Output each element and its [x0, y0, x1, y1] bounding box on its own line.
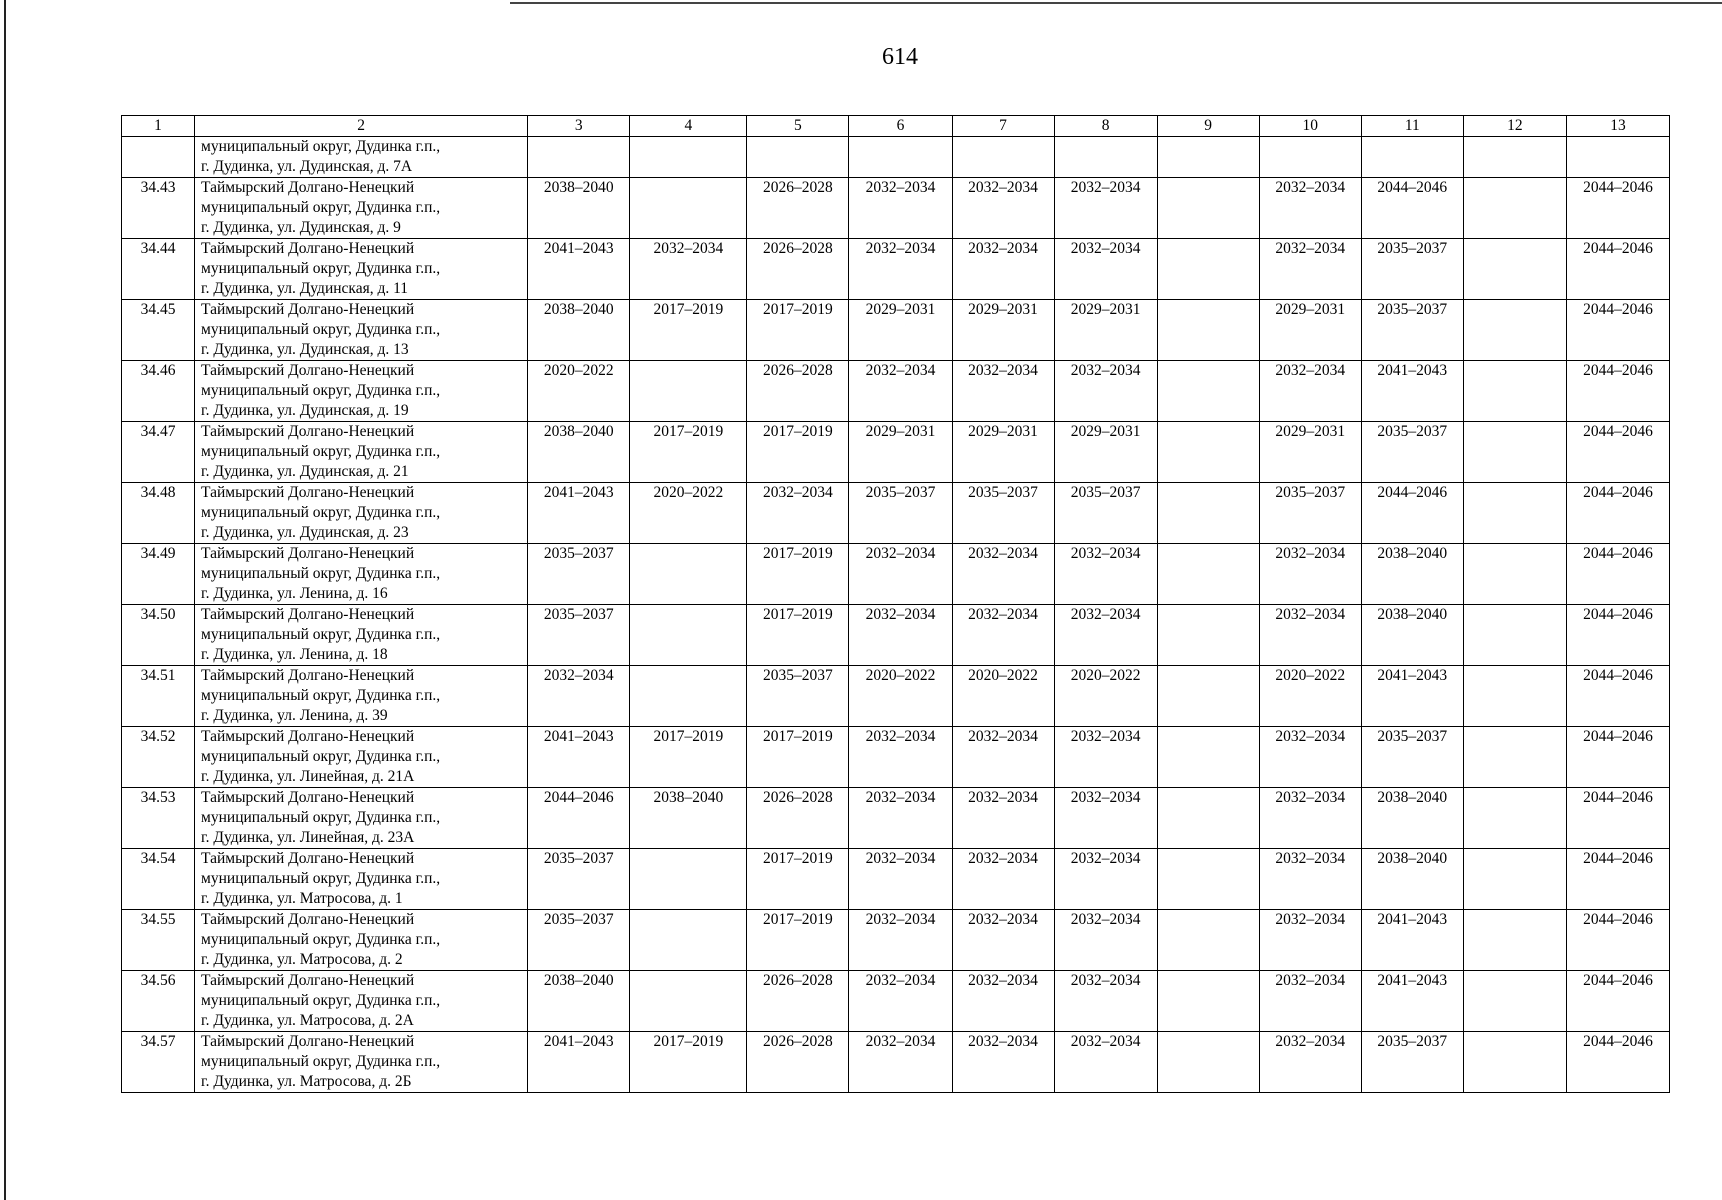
scan-edge-top — [510, 2, 1722, 4]
period-cell-col-6: 2032–2034 — [849, 849, 952, 910]
table-row — [122, 422, 1670, 483]
column-header-6: 6 — [849, 116, 952, 137]
address-line: муниципальный округ, Дудинка г.п., — [201, 565, 441, 582]
period-cell-col-8: 2020–2022 — [1054, 666, 1157, 727]
period-cell-col-13: 2044–2046 — [1566, 300, 1669, 361]
period-cell-col-7: 2032–2034 — [952, 727, 1054, 788]
period-cell-col-8: 2032–2034 — [1054, 544, 1157, 605]
address-line: муниципальный округ, Дудинка г.п., — [201, 199, 441, 216]
period-cell-col-9 — [1157, 971, 1259, 1032]
address-line: г. Дудинка, ул. Матросова, д. 1 — [201, 890, 403, 907]
period-cell-col-3: 2035–2037 — [528, 849, 630, 910]
continuation-row — [122, 137, 1670, 178]
page-number: 614 — [882, 44, 918, 70]
table-body — [122, 137, 1670, 1093]
table-row — [122, 849, 1670, 910]
period-cell-col-3: 2035–2037 — [528, 910, 630, 971]
period-cell-col-4: 2017–2019 — [630, 300, 747, 361]
period-cell-col-8: 2029–2031 — [1054, 300, 1157, 361]
period-cell-col-11: 2038–2040 — [1361, 544, 1463, 605]
period-cell-col-6: 2032–2034 — [849, 361, 952, 422]
address-line: г. Дудинка, ул. Дудинская, д. 7А — [201, 158, 413, 175]
period-cell-col-13: 2044–2046 — [1566, 483, 1669, 544]
period-cell-col-4: 2020–2022 — [630, 483, 747, 544]
address-line: г. Дудинка, ул. Дудинская, д. 23 — [201, 524, 409, 541]
period-cell-col-5: 2017–2019 — [747, 910, 849, 971]
period-cell-col-12 — [1463, 300, 1566, 361]
address-line: муниципальный округ, Дудинка г.п., — [201, 626, 441, 643]
period-cell-col-10: 2020–2022 — [1259, 666, 1361, 727]
address-line: муниципальный округ, Дудинка г.п., — [201, 1053, 441, 1070]
period-cell-col-11: 2038–2040 — [1361, 849, 1463, 910]
table-row — [122, 483, 1670, 544]
period-cell-col-12 — [1463, 910, 1566, 971]
period-cell-col-11: 2035–2037 — [1361, 727, 1463, 788]
period-cell-col-12 — [1463, 605, 1566, 666]
period-cell-col-4: 2038–2040 — [630, 788, 747, 849]
period-cell-col-8: 2032–2034 — [1054, 727, 1157, 788]
period-cell-col-3: 2041–2043 — [528, 1032, 630, 1093]
address-line: Таймырский Долгано-Ненецкий — [201, 484, 415, 501]
period-cell-col-12 — [1463, 361, 1566, 422]
column-header-7: 7 — [952, 116, 1054, 137]
period-cell-col-9 — [1157, 544, 1259, 605]
period-cell-col-9 — [1157, 178, 1259, 239]
address-line: Таймырский Долгано-Ненецкий — [201, 362, 415, 379]
period-cell-col-6: 2032–2034 — [849, 605, 952, 666]
period-cell-col-3: 2041–2043 — [528, 727, 630, 788]
row-number-cell: 34.56 — [122, 971, 195, 1032]
period-cell-col-12 — [1463, 422, 1566, 483]
period-cell-col-11: 2041–2043 — [1361, 910, 1463, 971]
period-cell-col-3: 2044–2046 — [528, 788, 630, 849]
period-cell-col-3: 2038–2040 — [528, 971, 630, 1032]
period-cell-col-7: 2032–2034 — [952, 361, 1054, 422]
period-cell-col-7: 2032–2034 — [952, 605, 1054, 666]
continuation-num-cell — [122, 137, 195, 178]
empty-cell — [630, 137, 747, 178]
address-line: г. Дудинка, ул. Матросова, д. 2 — [201, 951, 403, 968]
address-line: г. Дудинка, ул. Дудинская, д. 11 — [201, 280, 409, 297]
period-cell-col-5: 2035–2037 — [747, 666, 849, 727]
period-cell-col-7: 2032–2034 — [952, 971, 1054, 1032]
period-cell-col-6: 2035–2037 — [849, 483, 952, 544]
address-line: муниципальный округ, Дудинка г.п., — [201, 992, 441, 1009]
period-cell-col-8: 2032–2034 — [1054, 361, 1157, 422]
period-cell-col-6: 2032–2034 — [849, 544, 952, 605]
period-cell-col-7: 2032–2034 — [952, 1032, 1054, 1093]
period-cell-col-11: 2041–2043 — [1361, 666, 1463, 727]
period-cell-col-5: 2026–2028 — [747, 788, 849, 849]
period-cell-col-5: 2017–2019 — [747, 605, 849, 666]
period-cell-col-4 — [630, 666, 747, 727]
period-cell-col-13: 2044–2046 — [1566, 727, 1669, 788]
period-cell-col-6: 2032–2034 — [849, 910, 952, 971]
address-cell — [195, 483, 528, 544]
row-number-cell: 34.54 — [122, 849, 195, 910]
period-cell-col-10: 2032–2034 — [1259, 544, 1361, 605]
column-header-2: 2 — [195, 116, 528, 137]
period-cell-col-3: 2038–2040 — [528, 178, 630, 239]
address-cell — [195, 422, 528, 483]
period-cell-col-8: 2032–2034 — [1054, 605, 1157, 666]
table-row — [122, 727, 1670, 788]
period-cell-col-3: 2032–2034 — [528, 666, 630, 727]
empty-cell — [1157, 137, 1259, 178]
period-cell-col-9 — [1157, 727, 1259, 788]
address-cell — [195, 1032, 528, 1093]
address-cell — [195, 178, 528, 239]
period-cell-col-10: 2035–2037 — [1259, 483, 1361, 544]
period-cell-col-8: 2032–2034 — [1054, 910, 1157, 971]
address-line: Таймырский Долгано-Ненецкий — [201, 301, 415, 318]
period-cell-col-5: 2017–2019 — [747, 300, 849, 361]
address-line: г. Дудинка, ул. Ленина, д. 16 — [201, 585, 388, 602]
period-cell-col-10: 2032–2034 — [1259, 788, 1361, 849]
address-line: Таймырский Долгано-Ненецкий — [201, 911, 415, 928]
period-cell-col-10: 2032–2034 — [1259, 605, 1361, 666]
column-header-11: 11 — [1361, 116, 1463, 137]
address-line: г. Дудинка, ул. Ленина, д. 39 — [201, 707, 388, 724]
period-cell-col-11: 2041–2043 — [1361, 971, 1463, 1032]
period-cell-col-13: 2044–2046 — [1566, 666, 1669, 727]
address-line: Таймырский Долгано-Ненецкий — [201, 667, 415, 684]
table-header — [122, 116, 1670, 137]
period-cell-col-3: 2038–2040 — [528, 422, 630, 483]
row-number-cell: 34.43 — [122, 178, 195, 239]
period-cell-col-12 — [1463, 178, 1566, 239]
period-cell-col-12 — [1463, 544, 1566, 605]
period-cell-col-12 — [1463, 666, 1566, 727]
period-cell-col-10: 2032–2034 — [1259, 971, 1361, 1032]
period-cell-col-7: 2032–2034 — [952, 178, 1054, 239]
period-cell-col-4 — [630, 910, 747, 971]
address-line: г. Дудинка, ул. Дудинская, д. 21 — [201, 463, 409, 480]
column-header-5: 5 — [747, 116, 849, 137]
address-line: Таймырский Долгано-Ненецкий — [201, 789, 415, 806]
table-row — [122, 544, 1670, 605]
period-cell-col-9 — [1157, 605, 1259, 666]
address-line: г. Дудинка, ул. Ленина, д. 18 — [201, 646, 388, 663]
period-cell-col-10: 2032–2034 — [1259, 361, 1361, 422]
address-line: г. Дудинка, ул. Дудинская, д. 13 — [201, 341, 409, 358]
row-number-cell: 34.45 — [122, 300, 195, 361]
address-line: муниципальный округ, Дудинка г.п., — [201, 748, 441, 765]
period-cell-col-3: 2041–2043 — [528, 483, 630, 544]
table-row — [122, 788, 1670, 849]
period-cell-col-12 — [1463, 727, 1566, 788]
address-line: Таймырский Долгано-Ненецкий — [201, 728, 415, 745]
column-header-13: 13 — [1566, 116, 1669, 137]
column-header-1: 1 — [122, 116, 195, 137]
address-cell — [195, 666, 528, 727]
period-cell-col-10: 2029–2031 — [1259, 422, 1361, 483]
table-row — [122, 910, 1670, 971]
row-number-cell: 34.55 — [122, 910, 195, 971]
period-cell-col-5: 2017–2019 — [747, 422, 849, 483]
address-line: муниципальный округ, Дудинка г.п., — [201, 504, 441, 521]
period-cell-col-7: 2035–2037 — [952, 483, 1054, 544]
address-line: муниципальный округ, Дудинка г.п., — [201, 321, 441, 338]
period-cell-col-9 — [1157, 788, 1259, 849]
address-line: г. Дудинка, ул. Линейная, д. 23А — [201, 829, 415, 846]
address-cell — [195, 727, 528, 788]
period-cell-col-13: 2044–2046 — [1566, 788, 1669, 849]
period-cell-col-13: 2044–2046 — [1566, 422, 1669, 483]
table-row — [122, 1032, 1670, 1093]
period-cell-col-4 — [630, 849, 747, 910]
period-cell-col-10: 2032–2034 — [1259, 1032, 1361, 1093]
column-header-10: 10 — [1259, 116, 1361, 137]
period-cell-col-3: 2020–2022 — [528, 361, 630, 422]
address-cell — [195, 300, 528, 361]
period-cell-col-8: 2032–2034 — [1054, 239, 1157, 300]
period-cell-col-4: 2032–2034 — [630, 239, 747, 300]
period-cell-col-12 — [1463, 971, 1566, 1032]
period-cell-col-12 — [1463, 788, 1566, 849]
period-cell-col-6: 2029–2031 — [849, 300, 952, 361]
address-line: Таймырский Долгано-Ненецкий — [201, 850, 415, 867]
period-cell-col-7: 2029–2031 — [952, 422, 1054, 483]
period-cell-col-6: 2020–2022 — [849, 666, 952, 727]
period-cell-col-3: 2038–2040 — [528, 300, 630, 361]
period-cell-col-5: 2026–2028 — [747, 178, 849, 239]
period-cell-col-3: 2035–2037 — [528, 544, 630, 605]
period-cell-col-8: 2032–2034 — [1054, 1032, 1157, 1093]
period-cell-col-12 — [1463, 1032, 1566, 1093]
period-cell-col-13: 2044–2046 — [1566, 849, 1669, 910]
address-line: муниципальный округ, Дудинка г.п., — [201, 443, 441, 460]
row-number-cell: 34.53 — [122, 788, 195, 849]
period-cell-col-4: 2017–2019 — [630, 1032, 747, 1093]
period-cell-col-8: 2029–2031 — [1054, 422, 1157, 483]
empty-cell — [1259, 137, 1361, 178]
address-line: муниципальный округ, Дудинка г.п., — [201, 870, 441, 887]
row-number-cell: 34.44 — [122, 239, 195, 300]
period-cell-col-3: 2041–2043 — [528, 239, 630, 300]
period-cell-col-6: 2032–2034 — [849, 971, 952, 1032]
period-cell-col-11: 2035–2037 — [1361, 300, 1463, 361]
table-row — [122, 300, 1670, 361]
period-cell-col-6: 2032–2034 — [849, 239, 952, 300]
period-cell-col-7: 2032–2034 — [952, 910, 1054, 971]
period-cell-col-5: 2017–2019 — [747, 727, 849, 788]
period-cell-col-7: 2029–2031 — [952, 300, 1054, 361]
table-row — [122, 666, 1670, 727]
address-line: муниципальный округ, Дудинка г.п., — [201, 382, 441, 399]
row-number-cell: 34.49 — [122, 544, 195, 605]
address-cell — [195, 544, 528, 605]
period-cell-col-12 — [1463, 483, 1566, 544]
period-cell-col-5: 2026–2028 — [747, 1032, 849, 1093]
address-line: Таймырский Долгано-Ненецкий — [201, 606, 415, 623]
period-cell-col-13: 2044–2046 — [1566, 1032, 1669, 1093]
address-cell — [195, 910, 528, 971]
period-cell-col-9 — [1157, 239, 1259, 300]
period-cell-col-8: 2032–2034 — [1054, 971, 1157, 1032]
period-cell-col-11: 2044–2046 — [1361, 483, 1463, 544]
period-cell-col-5: 2026–2028 — [747, 361, 849, 422]
period-cell-col-4 — [630, 361, 747, 422]
address-line: Таймырский Долгано-Ненецкий — [201, 240, 415, 257]
empty-cell — [528, 137, 630, 178]
empty-cell — [849, 137, 952, 178]
empty-cell — [1361, 137, 1463, 178]
period-cell-col-8: 2032–2034 — [1054, 849, 1157, 910]
period-cell-col-7: 2032–2034 — [952, 849, 1054, 910]
row-number-cell: 34.51 — [122, 666, 195, 727]
period-cell-col-8: 2035–2037 — [1054, 483, 1157, 544]
period-cell-col-9 — [1157, 910, 1259, 971]
address-line: Таймырский Долгано-Ненецкий — [201, 545, 415, 562]
period-cell-col-4 — [630, 605, 747, 666]
period-cell-col-5: 2026–2028 — [747, 971, 849, 1032]
address-cell — [195, 239, 528, 300]
address-cell — [195, 361, 528, 422]
period-cell-col-10: 2032–2034 — [1259, 849, 1361, 910]
period-cell-col-13: 2044–2046 — [1566, 910, 1669, 971]
address-line: Таймырский Долгано-Ненецкий — [201, 1033, 415, 1050]
empty-cell — [1054, 137, 1157, 178]
header-row — [122, 116, 1670, 137]
period-cell-col-11: 2041–2043 — [1361, 361, 1463, 422]
column-header-12: 12 — [1463, 116, 1566, 137]
period-cell-col-6: 2032–2034 — [849, 1032, 952, 1093]
period-cell-col-6: 2032–2034 — [849, 727, 952, 788]
table-row — [122, 361, 1670, 422]
period-cell-col-4: 2017–2019 — [630, 727, 747, 788]
empty-cell — [952, 137, 1054, 178]
row-number-cell: 34.57 — [122, 1032, 195, 1093]
period-cell-col-13: 2044–2046 — [1566, 605, 1669, 666]
table-row — [122, 971, 1670, 1032]
continuation-address-cell — [195, 137, 528, 178]
address-line: муниципальный округ, Дудинка г.п., — [201, 260, 441, 277]
column-header-9: 9 — [1157, 116, 1259, 137]
address-cell — [195, 971, 528, 1032]
scan-edge-left — [4, 0, 6, 1200]
row-number-cell: 34.46 — [122, 361, 195, 422]
period-cell-col-7: 2032–2034 — [952, 239, 1054, 300]
period-cell-col-13: 2044–2046 — [1566, 544, 1669, 605]
address-line: г. Дудинка, ул. Матросова, д. 2Б — [201, 1073, 412, 1090]
period-cell-col-10: 2029–2031 — [1259, 300, 1361, 361]
period-cell-col-9 — [1157, 1032, 1259, 1093]
period-cell-col-4 — [630, 178, 747, 239]
schedule-table — [121, 115, 1670, 1093]
period-cell-col-10: 2032–2034 — [1259, 910, 1361, 971]
period-cell-col-9 — [1157, 483, 1259, 544]
address-line: Таймырский Долгано-Ненецкий — [201, 423, 415, 440]
period-cell-col-9 — [1157, 849, 1259, 910]
period-cell-col-5: 2017–2019 — [747, 849, 849, 910]
row-number-cell: 34.52 — [122, 727, 195, 788]
address-cell — [195, 849, 528, 910]
address-cell — [195, 788, 528, 849]
period-cell-col-7: 2032–2034 — [952, 788, 1054, 849]
period-cell-col-8: 2032–2034 — [1054, 788, 1157, 849]
address-line: муниципальный округ, Дудинка г.п., — [201, 809, 441, 826]
period-cell-col-11: 2038–2040 — [1361, 788, 1463, 849]
period-cell-col-12 — [1463, 239, 1566, 300]
address-line: муниципальный округ, Дудинка г.п., — [201, 138, 441, 155]
period-cell-col-6: 2029–2031 — [849, 422, 952, 483]
table-row — [122, 605, 1670, 666]
period-cell-col-11: 2044–2046 — [1361, 178, 1463, 239]
period-cell-col-4 — [630, 544, 747, 605]
period-cell-col-8: 2032–2034 — [1054, 178, 1157, 239]
row-number-cell: 34.50 — [122, 605, 195, 666]
period-cell-col-11: 2035–2037 — [1361, 239, 1463, 300]
period-cell-col-10: 2032–2034 — [1259, 178, 1361, 239]
column-header-4: 4 — [630, 116, 747, 137]
table-row — [122, 239, 1670, 300]
address-line: Таймырский Долгано-Ненецкий — [201, 972, 415, 989]
period-cell-col-7: 2032–2034 — [952, 544, 1054, 605]
period-cell-col-4 — [630, 971, 747, 1032]
table-row — [122, 178, 1670, 239]
period-cell-col-11: 2035–2037 — [1361, 1032, 1463, 1093]
empty-cell — [1463, 137, 1566, 178]
column-header-8: 8 — [1054, 116, 1157, 137]
period-cell-col-13: 2044–2046 — [1566, 971, 1669, 1032]
period-cell-col-12 — [1463, 849, 1566, 910]
period-cell-col-9 — [1157, 422, 1259, 483]
address-line: муниципальный округ, Дудинка г.п., — [201, 931, 441, 948]
address-line: муниципальный округ, Дудинка г.п., — [201, 687, 441, 704]
period-cell-col-6: 2032–2034 — [849, 788, 952, 849]
address-cell — [195, 605, 528, 666]
empty-cell — [1566, 137, 1669, 178]
address-line: г. Дудинка, ул. Линейная, д. 21А — [201, 768, 415, 785]
period-cell-col-4: 2017–2019 — [630, 422, 747, 483]
address-line: г. Дудинка, ул. Дудинская, д. 9 — [201, 219, 401, 236]
address-line: г. Дудинка, ул. Дудинская, д. 19 — [201, 402, 409, 419]
period-cell-col-9 — [1157, 666, 1259, 727]
row-number-cell: 34.48 — [122, 483, 195, 544]
address-line: Таймырский Долгано-Ненецкий — [201, 179, 415, 196]
period-cell-col-10: 2032–2034 — [1259, 239, 1361, 300]
period-cell-col-7: 2020–2022 — [952, 666, 1054, 727]
column-header-3: 3 — [528, 116, 630, 137]
period-cell-col-10: 2032–2034 — [1259, 727, 1361, 788]
empty-cell — [747, 137, 849, 178]
period-cell-col-9 — [1157, 300, 1259, 361]
address-line: г. Дудинка, ул. Матросова, д. 2А — [201, 1012, 414, 1029]
row-number-cell: 34.47 — [122, 422, 195, 483]
period-cell-col-3: 2035–2037 — [528, 605, 630, 666]
period-cell-col-5: 2026–2028 — [747, 239, 849, 300]
period-cell-col-6: 2032–2034 — [849, 178, 952, 239]
period-cell-col-11: 2038–2040 — [1361, 605, 1463, 666]
period-cell-col-5: 2032–2034 — [747, 483, 849, 544]
period-cell-col-13: 2044–2046 — [1566, 239, 1669, 300]
period-cell-col-13: 2044–2046 — [1566, 178, 1669, 239]
period-cell-col-9 — [1157, 361, 1259, 422]
period-cell-col-13: 2044–2046 — [1566, 361, 1669, 422]
period-cell-col-11: 2035–2037 — [1361, 422, 1463, 483]
period-cell-col-5: 2017–2019 — [747, 544, 849, 605]
